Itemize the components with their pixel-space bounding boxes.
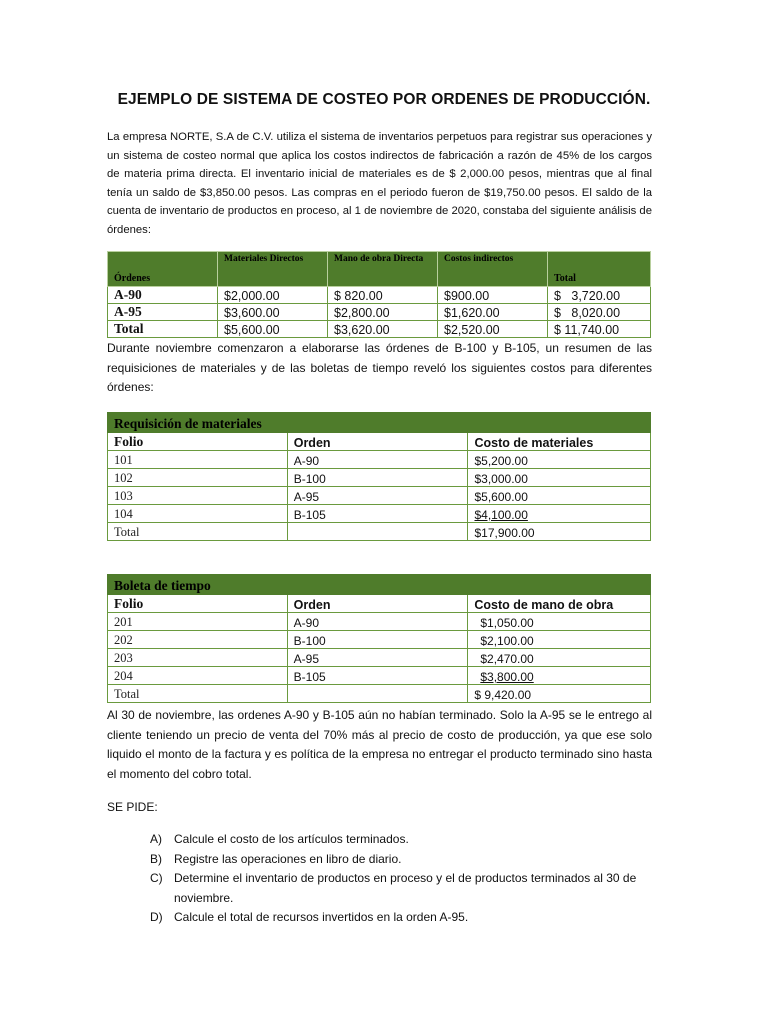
page-title: EJEMPLO DE SISTEMA DE COSTEO POR ORDENES DE PRODUCCIÓN. (117, 91, 651, 108)
cell-costo: $3,800.00 (468, 667, 651, 685)
cell-orden (287, 523, 468, 541)
table-row (108, 631, 651, 649)
cell-value: $2,520.00 (438, 321, 548, 338)
table-row (108, 287, 651, 304)
cell-orden: A-95 (287, 649, 468, 667)
table-row-total (108, 685, 651, 703)
cell-costo: $ 9,420.00 (468, 685, 651, 703)
header-folio: Folio (108, 433, 288, 451)
list-item-text: Determine el inventario de productos en proceso y el de productos terminados al 30 de noviembre. (174, 871, 637, 905)
list-marker: A) (150, 832, 162, 846)
cell-total-label: Total (108, 685, 288, 703)
header-orden: Orden (287, 433, 468, 451)
table-header-row (108, 433, 651, 451)
boleta-table (107, 574, 651, 703)
row-label: Total (108, 321, 218, 338)
cell-folio: 103 (108, 487, 288, 505)
cell-costo: $17,900.00 (468, 523, 651, 541)
cell-value: $900.00 (438, 287, 548, 304)
requisicion-table (107, 412, 651, 541)
cell-folio: 102 (108, 469, 288, 487)
se-pide-heading: SE PIDE: (107, 800, 158, 814)
header-costo-mano-obra: Costo de mano de obra (468, 595, 651, 613)
table-row (108, 321, 651, 338)
cell-folio: 201 (108, 613, 288, 631)
cell-total-label: Total (108, 523, 288, 541)
header-ordenes: Órdenes (108, 252, 218, 287)
header-costos-indirectos: Costos indirectos (438, 252, 548, 287)
list-item-text: Calcule el costo de los artículos terminados. (174, 832, 409, 846)
row-label: A-90 (108, 287, 218, 304)
list-item (150, 869, 660, 908)
cell-value: $ 3,720.00 (548, 287, 651, 304)
cell-folio: 204 (108, 667, 288, 685)
requisicion-caption: Requisición de materiales (108, 413, 651, 433)
table-row (108, 667, 651, 685)
noviembre-paragraph: Durante noviembre comenzaron a elaborarse las órdenes de B-100 y B-105, un resumen de las requisiciones de materiales y de las boletas de tiempo reveló los siguientes costos para diferentes órdenes: (107, 341, 652, 394)
cell-value: $ 820.00 (328, 287, 438, 304)
cell-orden: B-105 (287, 667, 468, 685)
list-item (150, 908, 660, 928)
cell-costo: $2,100.00 (468, 631, 651, 649)
table-row (108, 505, 651, 523)
cell-folio: 101 (108, 451, 288, 469)
cell-orden (287, 685, 468, 703)
list-marker: B) (150, 851, 162, 866)
list-marker: D) (150, 910, 163, 924)
table-header-row (108, 595, 651, 613)
boleta-caption: Boleta de tiempo (108, 575, 651, 595)
cell-value: $5,600.00 (218, 321, 328, 338)
list-item (150, 850, 660, 870)
cell-costo: $1,050.00 (468, 613, 651, 631)
header-costo-materiales: Costo de materiales (468, 433, 651, 451)
cell-orden: A-90 (287, 451, 468, 469)
cell-orden: B-105 (287, 505, 468, 523)
cell-orden: A-90 (287, 613, 468, 631)
cell-orden: A-95 (287, 487, 468, 505)
cell-costo: $4,100.00 (468, 505, 651, 523)
task-list (150, 830, 660, 928)
cell-orden: B-100 (287, 631, 468, 649)
cell-value: $ 8,020.00 (548, 304, 651, 321)
cell-folio: 202 (108, 631, 288, 649)
header-orden: Orden (287, 595, 468, 613)
header-mano-obra: Mano de obra Directa (328, 252, 438, 287)
cell-folio: 104 (108, 505, 288, 523)
table-caption-row (108, 575, 651, 595)
cell-costo: $5,200.00 (468, 451, 651, 469)
header-materiales: Materiales Directos (218, 252, 328, 287)
cell-value: $2,000.00 (218, 287, 328, 304)
table-row (108, 649, 651, 667)
cell-costo: $3,000.00 (468, 469, 651, 487)
cell-value: $2,800.00 (328, 304, 438, 321)
cell-value: $3,600.00 (218, 304, 328, 321)
ordenes-table (107, 251, 651, 338)
list-item-text: Calcule el total de recursos invertidos en la orden A-95. (174, 910, 469, 924)
table-row (108, 304, 651, 321)
header-total: Total (548, 252, 651, 287)
list-item-text: Registre las operaciones en libro de diario. (174, 851, 402, 866)
table-row-total (108, 523, 651, 541)
row-label: A-95 (108, 304, 218, 321)
nov30-paragraph: Al 30 de noviembre, las ordenes A-90 y B-105 aún no habían terminado. Solo la A-95 se le entrego al cliente teniendo un precio de venta del 70% más al precio de costo de producción, ya que ese solo liquido el monto de la factura y es política de la empresa no entregar el producto terminado sino hasta el momento del cobro total. (107, 708, 652, 781)
cell-folio: 203 (108, 649, 288, 667)
cell-value: $1,620.00 (438, 304, 548, 321)
cell-value: $ 11,740.00 (548, 321, 651, 338)
intro-paragraph: La empresa NORTE, S.A de C.V. utiliza el sistema de inventarios perpetuos para registrar sus operaciones y un sistema de costeo normal que aplica los costos indirectos de fabricación a razón de 45% de los cargos de materia prima directa. El inventario inicial de materiales es de $ 2,000.00 pesos, mientras que al final tenía un saldo de $3,850.00 pesos. Las compras en el periodo fueron de $19,750.00 pesos. El saldo de la cuenta de inventario de productos en proceso, al 1 de noviembre de 2020, constaba del siguiente análisis de órdenes: (107, 131, 652, 236)
cell-orden: B-100 (287, 469, 468, 487)
ordenes-table-header (108, 252, 651, 287)
table-caption-row (108, 413, 651, 433)
table-row (108, 487, 651, 505)
header-folio: Folio (108, 595, 288, 613)
table-row (108, 451, 651, 469)
table-row (108, 613, 651, 631)
list-marker: C) (150, 871, 163, 885)
list-item (150, 830, 660, 850)
table-row (108, 469, 651, 487)
cell-value: $3,620.00 (328, 321, 438, 338)
cell-costo: $5,600.00 (468, 487, 651, 505)
cell-costo: $2,470.00 (468, 649, 651, 667)
